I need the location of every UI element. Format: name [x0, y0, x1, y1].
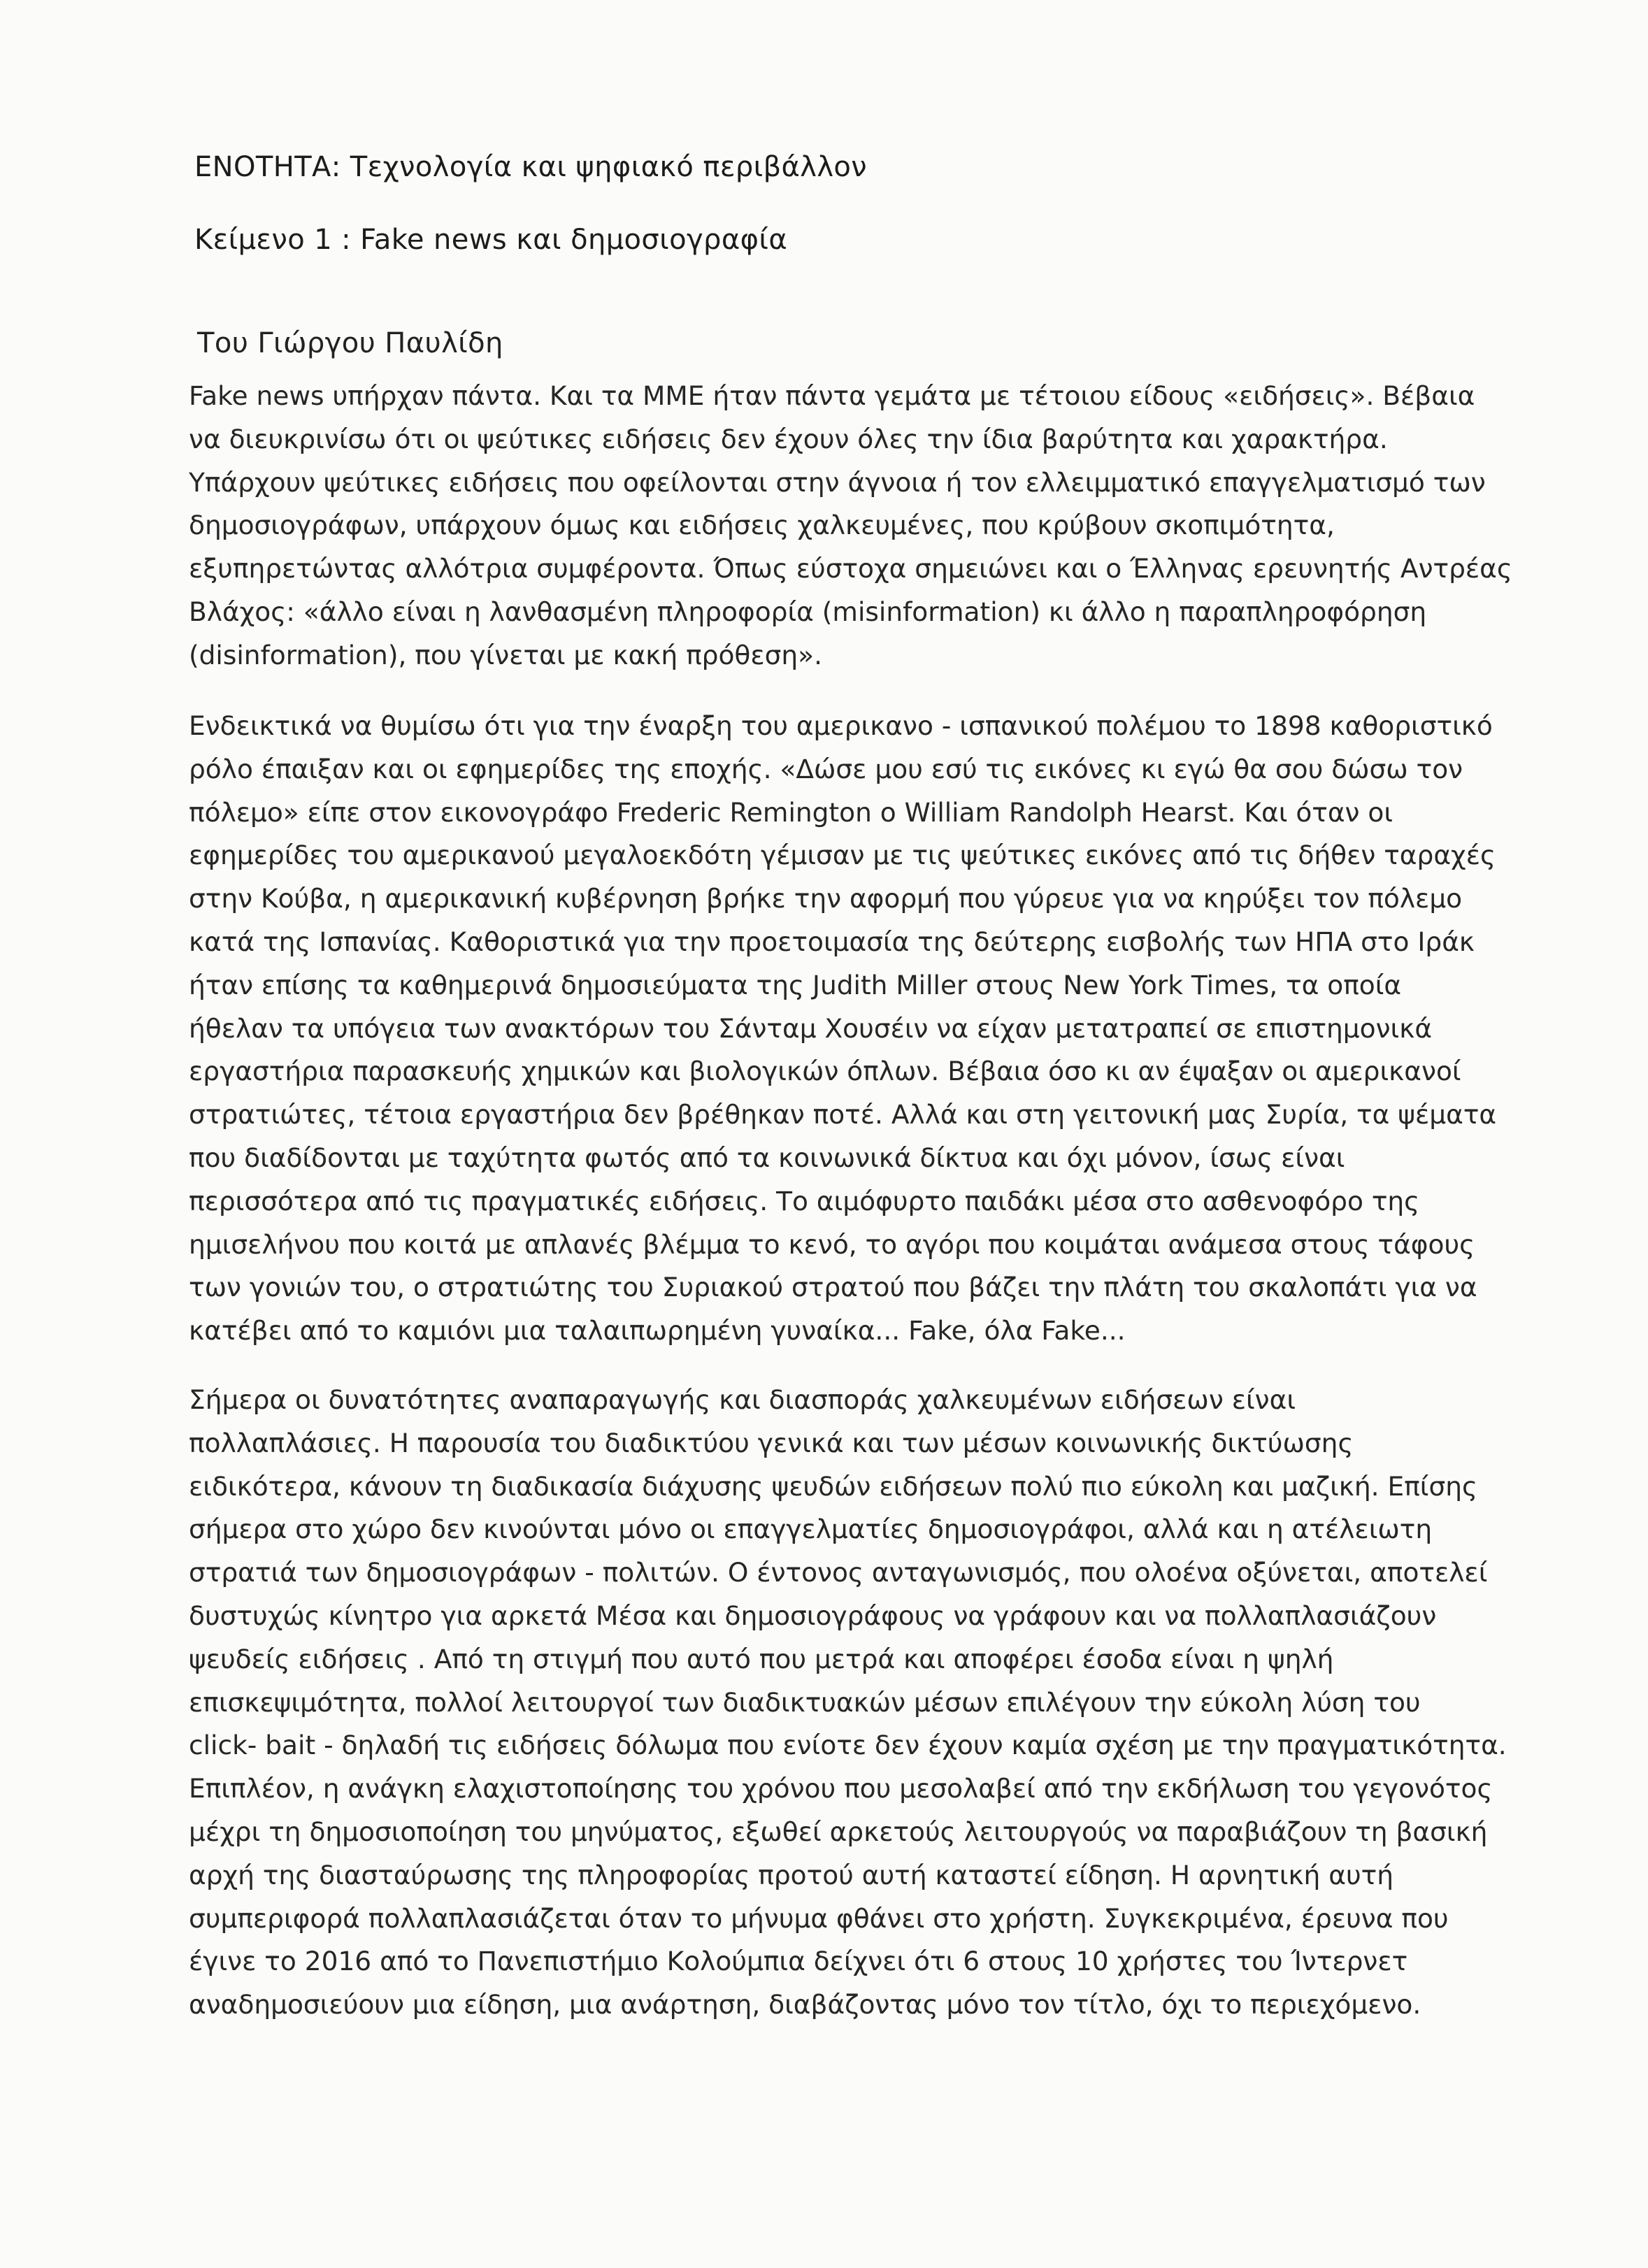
text-line: στρατιά των δημοσιογράφων - πολιτών. Ο έντονος ανταγωνισμός, που ολοένα οξύνεται, αποτελεί: [189, 1557, 1488, 1588]
text-line: πόλεμο» είπε στον εικονογράφο Frederic Remington ο William Randolph Hearst. Και όταν οι: [189, 796, 1393, 828]
text-line: επισκεψιμότητα, πολλοί λειτουργοί των διαδικτυακών μέσων επιλέγουν την εύκολη λύση του: [189, 1686, 1421, 1718]
text-line: να διευκρινίσω ότι οι ψεύτικες ειδήσεις δεν έχουν όλες την ίδια βαρύτητα και χαρακτήρα.: [189, 423, 1388, 454]
text-line: πολλαπλάσιες. Η παρουσία του διαδικτύου γενικά και των μέσων κοινωνικής δικτύωσης: [189, 1427, 1354, 1458]
text-line: δυστυχώς κίνητρο για αρκετά Μέσα και δημοσιογράφους να γράφουν και να πολλαπλασιάζουν: [189, 1600, 1437, 1631]
text-line: εξυπηρετώντας αλλότρια συμφέροντα. Όπως εύστοχα σημειώνει και ο Έλληνας ερευνητής Αντρέας: [189, 553, 1512, 584]
text-line: (disinformation), που γίνεται με κακή πρόθεση».: [189, 639, 823, 670]
text-line: στρατιώτες, τέτοια εργαστήρια δεν βρέθηκαν ποτέ. Αλλά και στη γειτονική μας Συρία, τα ψέματα: [189, 1099, 1497, 1131]
text-line: Fake news υπήρχαν πάντα. Και τα ΜΜΕ ήταν πάντα γεμάτα με τέτοιου είδους «ειδήσεις». Βέβαια: [189, 380, 1475, 411]
text-line: κατέβει από το καμιόνι μια ταλαιπωρημένη γυναίκα... Fake, όλα Fake...: [189, 1315, 1126, 1347]
text-line: περισσότερα από τις πραγματικές ειδήσεις. Το αιμόφυρτο παιδάκι μέσα στο ασθενοφόρο της: [189, 1185, 1420, 1216]
text-line: κατά της Ισπανίας. Καθοριστικά για την προετοιμασία της δεύτερης εισβολής των ΗΠΑ στο Ιράκ: [189, 926, 1475, 957]
text-line: Επιπλέον, η ανάγκη ελαχιστοποίησης του χρόνου που μεσολαβεί από την εκδήλωση του γεγονότος: [189, 1773, 1493, 1804]
text-line: στην Κούβα, η αμερικανική κυβέρνηση βρήκε την αφορμή που γύρευε για να κηρύξει τον πόλεμο: [189, 883, 1463, 914]
paragraph-2: [189, 705, 1497, 1353]
text-line: ρόλο έπαιξαν και οι εφημερίδες της εποχής. «Δώσε μου εσύ τις εικόνες κι εγώ θα σου δώσω τον: [189, 753, 1463, 784]
text-line: έγινε το 2016 από το Πανεπιστήμιο Κολούμπια δείχνει ότι 6 στους 10 χρήστες του Ίντερνετ: [189, 1946, 1408, 1977]
paragraph-3: [189, 1379, 1507, 2027]
text-line: Υπάρχουν ψεύτικες ειδήσεις που οφείλονται στην άγνοια ή τον ελλειμματικό επαγγελματισμό των: [189, 466, 1486, 498]
text-line: αναδημοσιεύουν μια είδηση, μια ανάρτηση, διαβάζοντας μόνο τον τίτλο, όχι το περιεχόμενο.: [189, 1989, 1421, 2021]
text-line: ημισελήνου που κοιτά με απλανές βλέμμα το κενό, το αγόρι που κοιμάται ανάμεσα στους τάφους: [189, 1228, 1475, 1260]
text-line: εφημερίδες του αμερικανού μεγαλοεκδότη γέμισαν με τις ψεύτικες εικόνες από τις δήθεν ταραχές: [189, 840, 1496, 871]
paragraph-1: [189, 375, 1512, 677]
text-line: Σήμερα οι δυνατότητες αναπαραγωγής και διασποράς χαλκευμένων ειδήσεων είναι: [189, 1384, 1296, 1415]
text-line: ψευδείς ειδήσεις . Από τη στιγμή που αυτό που μετρά και αποφέρει έσοδα είναι η ψηλή: [189, 1643, 1334, 1674]
text-line: Βλάχος: «άλλο είναι η λανθασμένη πληροφορία (misinformation) κι άλλο η παραπληροφόρηση: [189, 596, 1427, 627]
author-line: Του Γιώργου Παυλίδη: [197, 327, 503, 359]
text-line: που διαδίδονται με ταχύτητα φωτός από τα κοινωνικά δίκτυα και όχι μόνον, ίσως είναι: [189, 1142, 1345, 1173]
text-line: συμπεριφορά πολλαπλασιάζεται όταν το μήνυμα φθάνει στο χρήστη. Συγκεκριμένα, έρευνα που: [189, 1902, 1449, 1934]
text-line: Ενδεικτικά να θυμίσω ότι για την έναρξη του αμερικανο - ισπανικού πολέμου το 1898 καθοριστικό: [189, 710, 1493, 741]
text-line: εργαστήρια παρασκευής χημικών και βιολογικών όπλων. Βέβαια όσο κι αν έψαξαν οι αμερικανοί: [189, 1056, 1461, 1087]
text-line: ειδικότερα, κάνουν τη διαδικασία διάχυσης ψευδών ειδήσεων πολύ πιο εύκολη και μαζική. Επίσης: [189, 1470, 1478, 1502]
text-line: των γονιών του, ο στρατιώτης του Συριακού στρατού που βάζει την πλάτη του σκαλοπάτι για να: [189, 1272, 1477, 1303]
text-line: σήμερα στο χώρο δεν κινούνται μόνο οι επαγγελματίες δημοσιογράφοι, αλλά και η ατέλειωτη: [189, 1514, 1433, 1545]
text-title: Κείμενο 1 : Fake news και δημοσιογραφία: [194, 224, 788, 256]
text-line: δημοσιογράφων, υπάρχουν όμως και ειδήσεις χαλκευμένες, που κρύβουν σκοπιμότητα,: [189, 510, 1335, 541]
text-line: click- bait - δηλαδή τις ειδήσεις δόλωμα που ενίοτε δεν έχουν καμία σχέση με την πραγματικότητα.: [189, 1730, 1507, 1761]
text-line: ήταν επίσης τα καθημερινά δημοσιεύματα της Judith Miller στους New York Times, τα οποία: [189, 969, 1402, 1000]
text-line: ήθελαν τα υπόγεια των ανακτόρων του Σάνταμ Χουσέιν να είχαν μετατραπεί σε επιστημονικά: [189, 1012, 1433, 1044]
text-line: μέχρι τη δημοσιοποίηση του μηνύματος, εξωθεί αρκετούς λειτουργούς να παραβιάζουν τη βασική: [189, 1816, 1488, 1847]
text-line: αρχή της διασταύρωσης της πληροφορίας προτού αυτή καταστεί είδηση. Η αρνητική αυτή: [189, 1859, 1394, 1890]
section-title: ΕΝΟΤΗΤΑ: Τεχνολογία και ψηφιακό περιβάλλον: [194, 151, 868, 183]
